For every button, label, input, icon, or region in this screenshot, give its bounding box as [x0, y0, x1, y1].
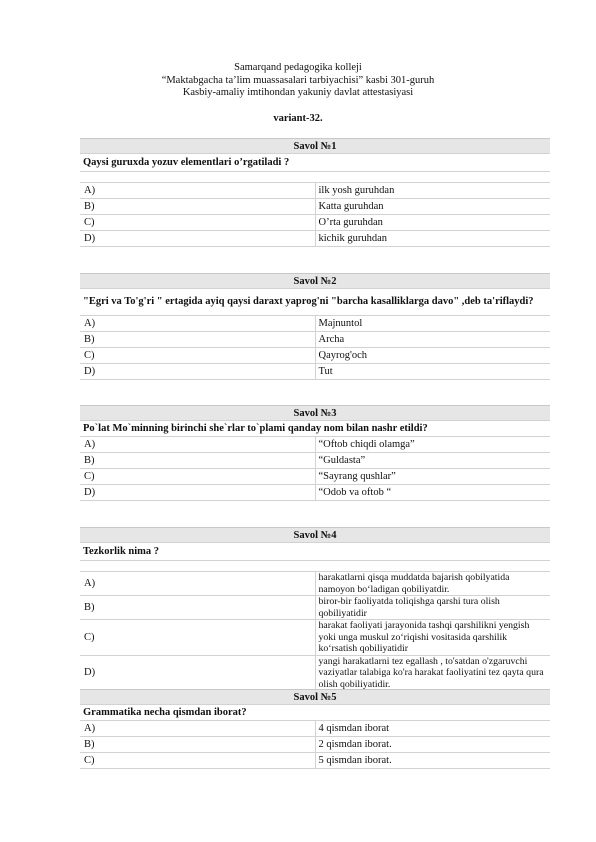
option-letter: A) [80, 183, 315, 199]
option-text: Majnuntol [315, 316, 550, 332]
option-text: harakatlarni qisqa muddatda bajarish qobilyatida namoyon bo‘ladigan qobiliyatdir. [315, 572, 550, 596]
question-title: Savol №4 [80, 528, 550, 543]
question-title: Savol №3 [80, 406, 550, 421]
question-block-4 [80, 527, 550, 691]
option-text: “Oftob chiqdi olamga” [315, 437, 550, 453]
question-title: Savol №1 [80, 139, 550, 154]
question-header [80, 528, 550, 543]
option-letter: C) [80, 469, 315, 485]
option-text: yangi harakatlarni tez egallash , to'satdan o'zgaruvchi vaziyatlar talabiga ko'ra harakat faoliyatini tez qayta qura olish qobiliyatidir. [315, 655, 550, 691]
option-letter: D) [80, 364, 315, 380]
course-line: “Maktabgacha ta’lim muassasalari tarbiyachisi” kasbi 301-guruh [161, 74, 435, 86]
option-letter: A) [80, 316, 315, 332]
option-row[interactable] [80, 231, 550, 247]
option-row[interactable] [80, 485, 550, 501]
question-header [80, 690, 550, 705]
option-letter: A) [80, 572, 315, 596]
option-text: “Odob va oftob “ [315, 485, 550, 501]
option-letter: B) [80, 199, 315, 215]
option-letter: A) [80, 721, 315, 737]
option-letter: C) [80, 348, 315, 364]
option-letter: A) [80, 437, 315, 453]
option-row[interactable] [80, 364, 550, 380]
option-row[interactable] [80, 199, 550, 215]
option-letter: C) [80, 753, 315, 769]
question-text-row [80, 705, 550, 721]
option-row[interactable] [80, 721, 550, 737]
option-letter: C) [80, 620, 315, 656]
option-row[interactable] [80, 332, 550, 348]
option-text: Qayrog'och [315, 348, 550, 364]
question-block-3 [80, 405, 550, 501]
option-row[interactable] [80, 620, 550, 656]
option-letter: D) [80, 485, 315, 501]
question-text: Po`lat Mo`minning birinchi she`rlar to`plami qanday nom bilan nashr etildi? [80, 421, 550, 437]
option-text: “Sayrang qushlar” [315, 469, 550, 485]
question-text: Grammatika necha qismdan iborat? [80, 705, 550, 721]
option-text: “Guldasta” [315, 453, 550, 469]
question-block-5 [80, 689, 550, 769]
option-row[interactable] [80, 655, 550, 691]
option-text: O’rta guruhdan [315, 215, 550, 231]
option-text: 2 qismdan iborat. [315, 737, 550, 753]
option-text: harakat faoliyati jarayonida tashqi qarshilikni yengish yoki unga muskul zo‘riqishi vositasida qarshilik ko‘rsatish qobiliyatidir [315, 620, 550, 656]
document-header [0, 62, 596, 100]
question-header [80, 139, 550, 154]
question-title: Savol №2 [80, 274, 550, 289]
question-text: "Egri va To'g'ri " ertagida ayiq qaysi daraxt yaprog'ni "barcha kasalliklarga davo" ,deb ta'riflaydi? [80, 289, 550, 316]
option-row[interactable] [80, 437, 550, 453]
option-letter: C) [80, 215, 315, 231]
option-letter: D) [80, 231, 315, 247]
option-text: biror-bir faoliyatda toliqishga qarshi tura olish qobiliyatidir [315, 596, 550, 620]
option-text: 4 qismdan iborat [315, 721, 550, 737]
option-row[interactable] [80, 572, 550, 596]
question-text-row [80, 289, 550, 316]
question-block-2 [80, 273, 550, 380]
question-text: Qaysi guruxda yozuv elementlari o’rgatiladi ? [80, 154, 550, 172]
option-letter: B) [80, 453, 315, 469]
exam-line: Kasbiy-amaliy imtihondan yakuniy davlat attestasiyasi [182, 87, 414, 98]
option-text: Tut [315, 364, 550, 380]
question-text-row [80, 421, 550, 437]
option-letter: B) [80, 737, 315, 753]
option-text: Archa [315, 332, 550, 348]
option-letter: D) [80, 655, 315, 691]
spacer-row [80, 561, 550, 572]
option-row[interactable] [80, 183, 550, 199]
option-row[interactable] [80, 215, 550, 231]
question-text-row [80, 154, 550, 172]
question-text-row [80, 543, 550, 561]
question-title: Savol №5 [80, 690, 550, 705]
variant-label: variant-32. [273, 113, 323, 124]
option-row[interactable] [80, 737, 550, 753]
option-text: Katta guruhdan [315, 199, 550, 215]
option-row[interactable] [80, 316, 550, 332]
spacer-row [80, 172, 550, 183]
option-row[interactable] [80, 753, 550, 769]
option-row[interactable] [80, 348, 550, 364]
option-text: 5 qismdan iborat. [315, 753, 550, 769]
option-letter: B) [80, 332, 315, 348]
option-row[interactable] [80, 596, 550, 620]
option-row[interactable] [80, 453, 550, 469]
option-letter: B) [80, 596, 315, 620]
option-text: ilk yosh guruhdan [315, 183, 550, 199]
question-header [80, 274, 550, 289]
question-text: Tezkorlik nima ? [80, 543, 550, 561]
option-row[interactable] [80, 469, 550, 485]
college-name: Samarqand pedagogika kolleji [234, 62, 362, 73]
question-header [80, 406, 550, 421]
question-block-1 [80, 138, 550, 247]
option-text: kichik guruhdan [315, 231, 550, 247]
